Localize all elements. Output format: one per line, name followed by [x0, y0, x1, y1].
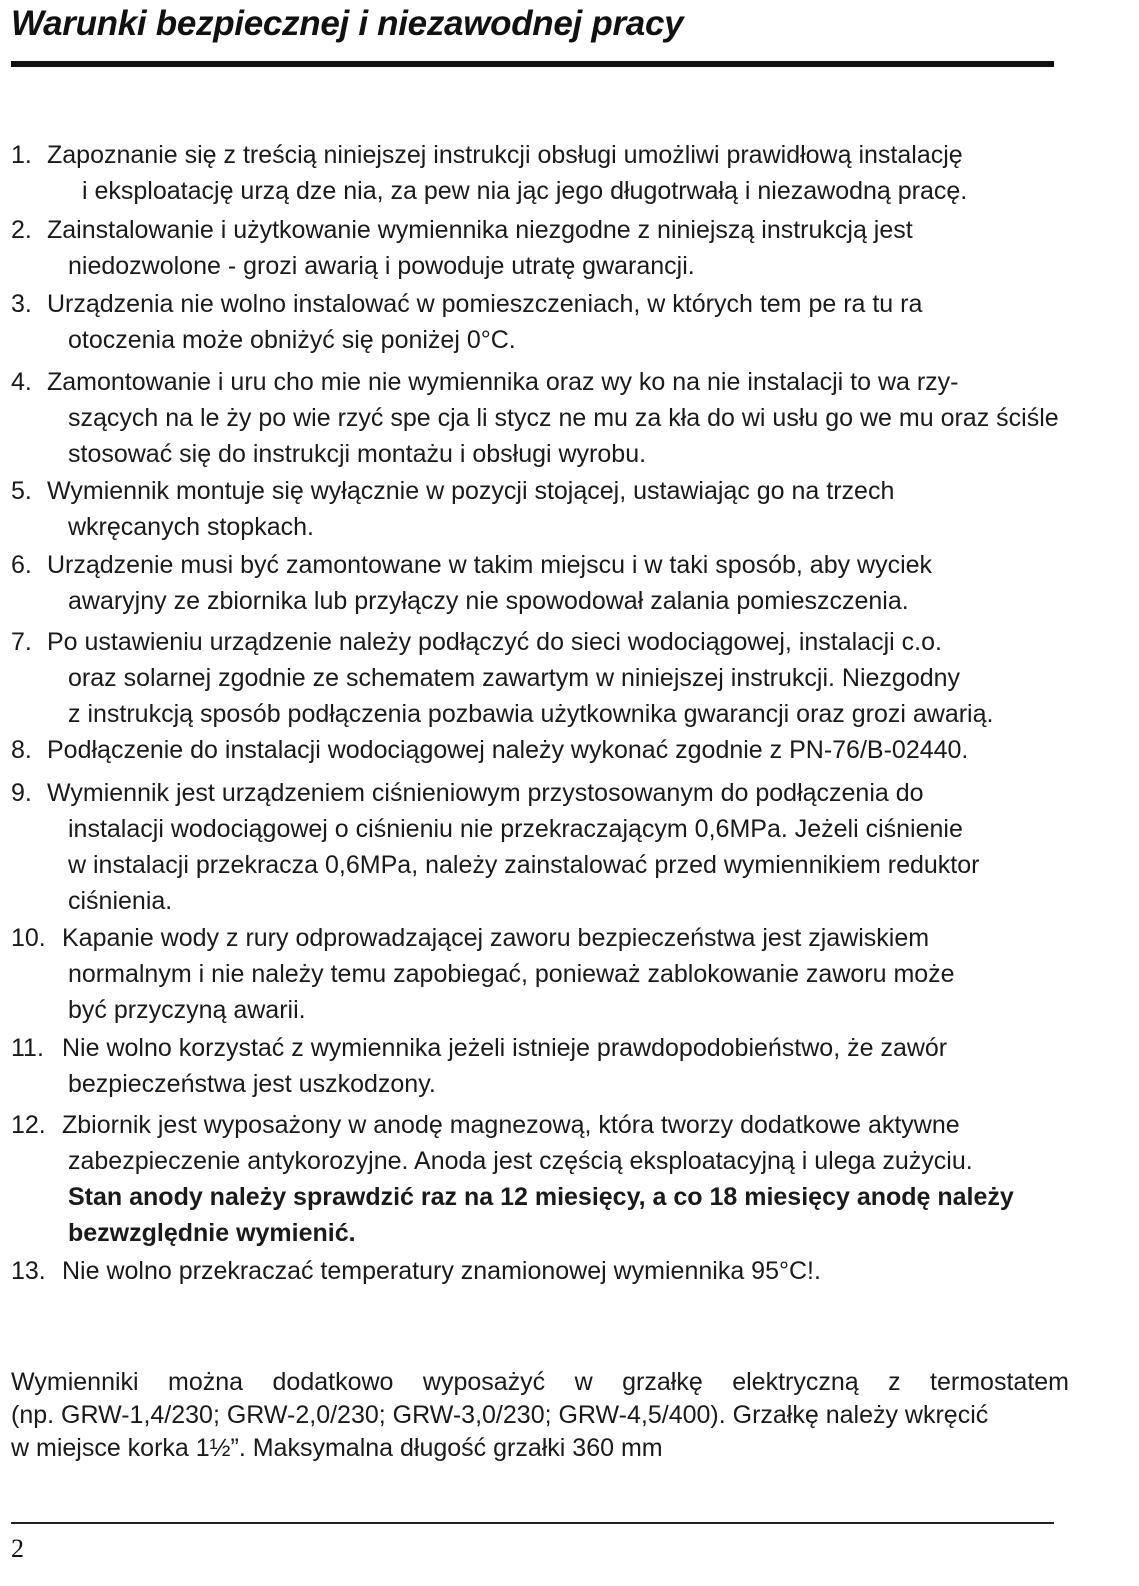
- list-item-line: [11, 732, 1121, 768]
- list-item-line: [11, 1253, 1121, 1289]
- list-item-text: Wymiennik montuje się wyłącznie w pozycji stojącej, ustawiając go na trzech: [47, 477, 895, 505]
- footer-divider: [11, 1522, 1054, 1524]
- list-item-text: Urządzenia nie wolno instalować w pomieszczeniach, w których tem pe ra tu ra: [47, 290, 923, 318]
- list-item-line: otoczenia może obniżyć się poniżej 0°C.: [68, 326, 516, 354]
- list-item: [11, 547, 1121, 619]
- list-item-number: 1.: [11, 141, 32, 169]
- list-item-number: 9.: [11, 779, 32, 807]
- list-item-line: [11, 364, 1121, 400]
- list-item: [11, 212, 1121, 284]
- list-item-line: wkręcanych stopkach.: [68, 513, 314, 541]
- page-number: 2: [11, 1534, 24, 1563]
- list-item-bold-line: bezwzględnie wymienić.: [68, 1219, 356, 1247]
- list-item-line: bezpieczeństwa jest uszkodzony.: [68, 1070, 436, 1098]
- list-item-line: być przyczyną awarii.: [68, 996, 306, 1024]
- footer-line: Wymienniki można dodatkowo wyposażyć w grzałkę elektryczną z termostatem: [11, 1368, 1069, 1396]
- list-item-line: [11, 624, 1121, 660]
- list-item-text: Urządzenie musi być zamontowane w takim miejscu i w taki sposób, aby wyciek: [47, 551, 933, 579]
- list-item-text: Zapoznanie się z treścią niniejszej instrukcji obsługi umożliwi prawidłową instalację: [47, 141, 963, 169]
- list-item-number: 3.: [11, 290, 32, 318]
- list-item-line: niedozwolone - grozi awarią i powoduje utratę gwarancji.: [68, 252, 695, 280]
- list-item-line: [11, 547, 1121, 583]
- list-item-line: z instrukcją sposób podłączenia pozbawia użytkownika gwarancji oraz grozi awarią.: [68, 700, 994, 728]
- list-item-text: Zamontowanie i uru cho mie nie wymiennika oraz wy ko na nie instalacji to wa rzy-: [47, 368, 959, 396]
- list-item-line: [11, 920, 1121, 956]
- list-item-line: ciśnienia.: [68, 887, 173, 915]
- list-item-text: Wymiennik jest urządzeniem ciśnieniowym przystosowanym do podłączenia do: [47, 779, 924, 807]
- list-item-text: Zainstalowanie i użytkowanie wymiennika niezgodne z niniejszą instrukcją jest: [47, 216, 913, 244]
- list-item-line: [11, 212, 1121, 248]
- list-item-line: oraz solarnej zgodnie ze schematem zawartym w niniejszej instrukcji. Niezgodny: [68, 664, 961, 692]
- footer-line: w miejsce korka 1½”. Maksymalna długość grzałki 360 mm: [11, 1434, 663, 1462]
- list-item-number: 2.: [11, 216, 32, 244]
- list-item-text: Zbiornik jest wyposażony w anodę magnezową, która tworzy dodatkowe aktywne: [62, 1111, 960, 1139]
- list-item-text: Podłączenie do instalacji wodociągowej należy wykonać zgodnie z PN-76/B-02440.: [47, 736, 969, 764]
- list-item: [11, 624, 1121, 732]
- list-item-line: [11, 473, 1121, 509]
- list-item-line: stosować się do instrukcji montażu i obsługi wyrobu.: [68, 440, 647, 468]
- list-item-number: 12.: [11, 1111, 46, 1139]
- list-item-number: 5.: [11, 477, 32, 505]
- list-item: [11, 732, 1121, 768]
- list-item-number: 7.: [11, 628, 32, 656]
- footer-line: (np. GRW-1,4/230; GRW-2,0/230; GRW-3,0/230; GRW-4,5/400). Grzałkę należy wkręcić: [11, 1401, 989, 1429]
- list-item: [11, 364, 1121, 472]
- title-divider: [11, 61, 1054, 67]
- list-item: [11, 775, 1121, 919]
- list-item-text: Nie wolno przekraczać temperatury znamionowej wymiennika 95°C!.: [62, 1257, 821, 1285]
- list-item-bold-line: Stan anody należy sprawdzić raz na 12 miesięcy, a co 18 miesięcy anodę należy: [68, 1183, 1014, 1211]
- list-item-number: 4.: [11, 368, 32, 396]
- list-item-text: Nie wolno korzystać z wymiennika jeżeli istnieje prawdopodobieństwo, że zawór: [62, 1034, 948, 1062]
- list-item: [11, 286, 1121, 358]
- list-item: [11, 137, 1121, 209]
- list-item-line: w instalacji przekracza 0,6MPa, należy zainstalować przed wymiennikiem reduktor: [68, 851, 980, 879]
- list-item-number: 13.: [11, 1257, 46, 1285]
- list-item: [11, 1253, 1121, 1289]
- list-item-text: Po ustawieniu urządzenie należy podłączyć do sieci wodociągowej, instalacji c.o.: [47, 628, 942, 656]
- list-item-line: instalacji wodociągowej o ciśnieniu nie przekraczającym 0,6MPa. Jeżeli ciśnienie: [68, 815, 963, 843]
- list-item-number: 8.: [11, 736, 32, 764]
- list-item-text: Kapanie wody z rury odprowadzającej zaworu bezpieczeństwa jest zjawiskiem: [62, 924, 930, 952]
- footer-paragraph: [11, 1366, 1069, 1465]
- list-item-line: [11, 1107, 1121, 1143]
- list-item-line: [11, 137, 1121, 173]
- list-item-line: [11, 775, 1121, 811]
- list-item: [11, 473, 1121, 545]
- list-item-line: zabezpieczenie antykorozyjne. Anoda jest częścią eksploatacyjną i ulega zużyciu.: [68, 1147, 973, 1175]
- list-item-number: 6.: [11, 551, 32, 579]
- list-item: [11, 920, 1121, 1028]
- list-item-number: 11.: [11, 1034, 44, 1062]
- list-item-number: 10.: [11, 924, 46, 952]
- list-item-line: i eksploatację urzą dze nia, za pew nia jąc jego długotrwałą i niezawodną pracę.: [82, 177, 968, 205]
- list-item-line: szących na le ży po wie rzyć spe cja li stycz ne mu za kła do wi usłu go we mu oraz ściśle: [68, 404, 1059, 432]
- list-item-line: [11, 1030, 1121, 1066]
- list-item-line: awaryjny ze zbiornika lub przyłączy nie spowodował zalania pomieszczenia.: [68, 587, 909, 615]
- list-item: [11, 1107, 1121, 1251]
- list-item: [11, 1030, 1121, 1102]
- list-item-line: [11, 286, 1121, 322]
- list-item-line: normalnym i nie należy temu zapobiegać, ponieważ zablokowanie zaworu może: [68, 960, 955, 988]
- page-title: Warunki bezpiecznej i niezawodnej pracy: [11, 4, 684, 43]
